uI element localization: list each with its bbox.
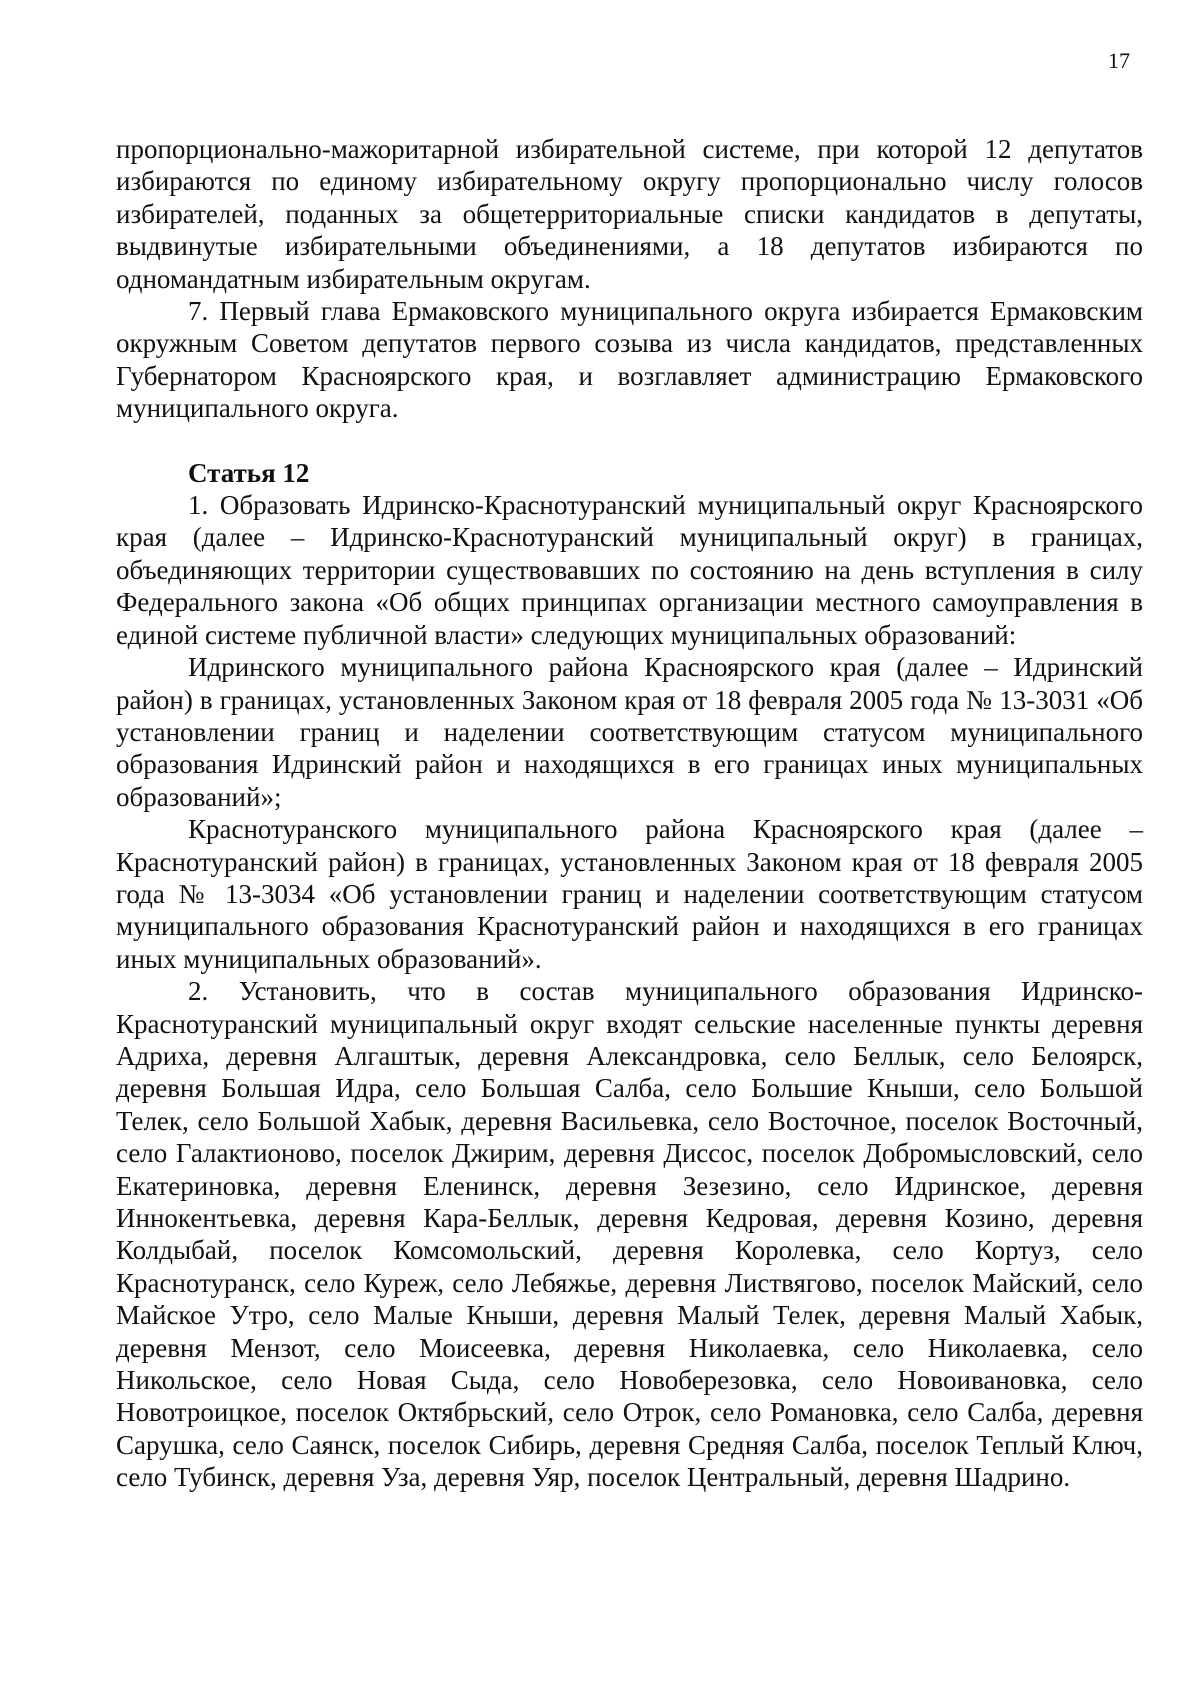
article-heading: Статья 12 [188, 457, 310, 488]
article-paragraph-krasnoturansky: Краснотуранского муниципального района Красноярского края (далее – Краснотуранский район) в границах, установленных Законом края от 18 февраля 2005 года № 13-3034 «Об установлении границ и наделении соответствующим статусом муниципального образования Краснотуранский район и находящихся в его границах иных муниципальных образований». [116, 814, 1143, 974]
paragraph-item-7: 7. Первый глава Ермаковского муниципального округа избирается Ермаковским окружным Советом депутатов первого созыва из числа кандидатов, представленных Губернатором Красноярского края, и возглавляет администрацию Ермаковского муниципального округа. [116, 296, 1143, 424]
article-paragraph-1: 1. Образовать Идринско-Краснотуранский муниципальный округ Красноярского края (далее – Идринско-Краснотуранский муниципальный округ) в границах, объединяющих территории существовавших по состоянию на день вступления в силу Федерального закона «Об общих принципах организации местного самоуправления в единой системе публичной власти» следующих муниципальных образований: [116, 490, 1143, 650]
article-paragraph-2: 2. Установить, что в состав муниципального образования Идринско-Краснотуранский муниципальный округ входят сельские населенные пункты деревня Адриха, деревня Алгаштык, деревня Александровка, село Беллык, село Белоярск, деревня Большая Идра, село Большая Салба, село Большие Кныши, село Большой Телек, село Большой Хабык, деревня Васильевка, село Восточное, поселок Восточный, село Галактионово, поселок Джирим, деревня Диссос, поселок Добромысловский, село Екатериновка, деревня Еленинск, деревня Зезезино, село Идринское, деревня Иннокентьевка, деревня Кара-Беллык, деревня Кедровая, деревня Козино, деревня Колдыбай, поселок Комсомольский, деревня Королевка, село Кортуз, село Краснотуранск, село Куреж, село Лебяжье, деревня Листвягово, поселок Майский, село Майское Утро, село Малые Кныши, деревня Малый Телек, деревня Малый Хабык, деревня Мензот, село Моисеевка, деревня Николаевка, село Николаевка, село Никольское, село Новая Сыда, село Новоберезовка, село Новоивановка, село Новотроицкое, поселок Октябрьский, село Отрок, село Романовка, село Салба, деревня Сарушка, село Саянск, поселок Сибирь, деревня Средняя Салба, поселок Теплый Ключ, село Тубинск, деревня Уза, деревня Уяр, поселок Центральный, деревня Шадрино. [116, 976, 1143, 1493]
article-paragraph-idrinsky: Идринского муниципального района Красноярского края (далее – Идринский район) в границах, установленных Законом края от 18 февраля 2005 года № 13-3031 «Об установлении границ и наделении соответствующим статусом муниципального образования Идринский район и находящихся в его границах иных муниципальных образований»; [116, 652, 1143, 812]
section-spacer [116, 425, 1143, 457]
page-number: 17 [1108, 48, 1130, 73]
paragraph-continuation: пропорционально-мажоритарной избирательной системе, при которой 12 депутатов избираются по единому избирательному округу пропорционально числу голосов избирателей, поданных за общетерриториальные списки кандидатов в депутаты, выдвинутые избирательными объединениями, а 18 депутатов избираются по одномандатным избирательным округам. [116, 134, 1143, 294]
document-body [116, 133, 1143, 1494]
